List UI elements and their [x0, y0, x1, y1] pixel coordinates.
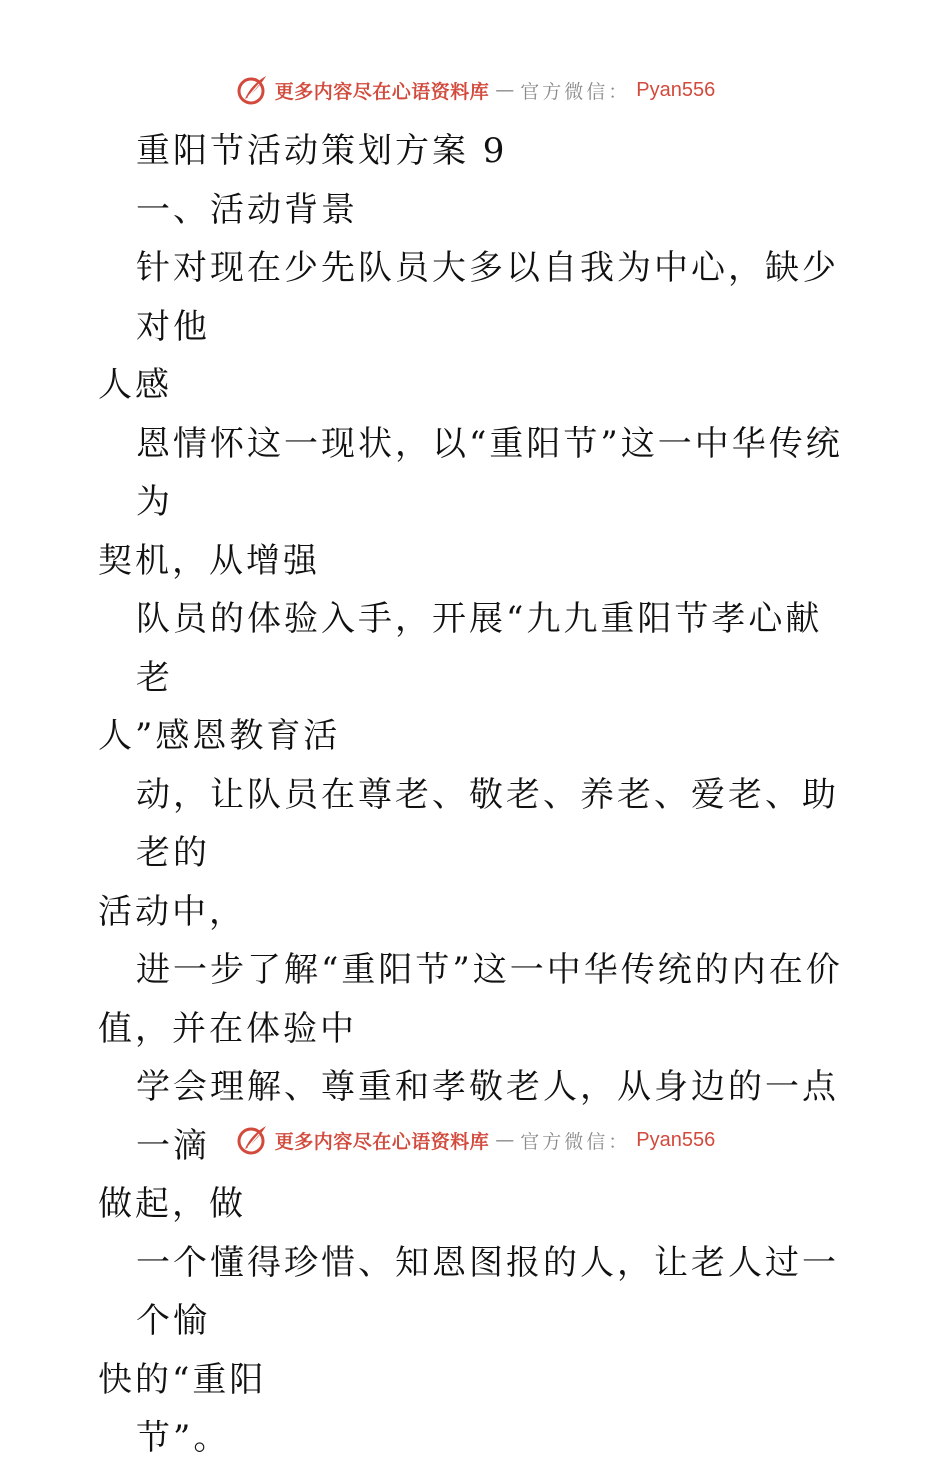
header-dash: — — [495, 79, 515, 101]
paragraph-line: 人感 — [98, 365, 172, 405]
feather-pen-logo-icon — [235, 73, 269, 107]
feather-pen-logo-icon — [235, 1123, 269, 1157]
footer-wechat-label: 官方微信： — [520, 1130, 631, 1153]
paragraph-line: 针对现在少先队员大多以自我为中心，缺少对他 — [136, 248, 839, 347]
paragraph-line: 恩情怀这一现状，以“重阳节”这一中华传统为 — [136, 423, 843, 522]
paragraph-line: 值，并在体验中 — [98, 1008, 357, 1049]
paragraph-line: 一个懂得珍惜、知恩图报的人，让老人过一个愉 — [136, 1242, 839, 1341]
paragraph-line: 学会理解、尊重和孝敬老人，从身边的一点一滴 — [136, 1067, 839, 1166]
footer-wechat-id: Pyan556 — [636, 1128, 716, 1151]
paragraph-line: 做起，做 — [98, 1184, 246, 1224]
footer-banner — [0, 1120, 950, 1160]
paragraph-line: 快的“重阳 — [98, 1359, 267, 1400]
paragraph-line: 活动中， — [98, 891, 246, 932]
paragraph-line: 进一步了解“重阳节”这一中华传统的内在价 — [136, 950, 843, 990]
footer-dash: — — [495, 1129, 515, 1151]
section-heading: 一、活动背景 — [136, 189, 358, 230]
header-banner — [0, 70, 950, 110]
header-brand-text: 更多内容尽在心语资料库 — [274, 80, 490, 103]
header-wechat-label: 官方微信： — [520, 80, 631, 103]
paragraph-line: 节”。 — [136, 1418, 231, 1458]
document-title: 重阳节活动策划方案 9 — [136, 131, 508, 171]
paragraph-line: 动，让队员在尊老、敬老、养老、爱老、助老的 — [136, 774, 839, 873]
header-wechat-id: Pyan556 — [636, 78, 716, 101]
paragraph-line: 人”感恩教育活 — [98, 716, 341, 756]
footer-brand-text: 更多内容尽在心语资料库 — [274, 1130, 490, 1153]
paragraph-line: 契机，从增强 — [98, 540, 320, 581]
paragraph-line: 队员的体验入手，开展“九九重阳节孝心献老 — [136, 599, 823, 698]
document-body — [98, 122, 858, 1468]
